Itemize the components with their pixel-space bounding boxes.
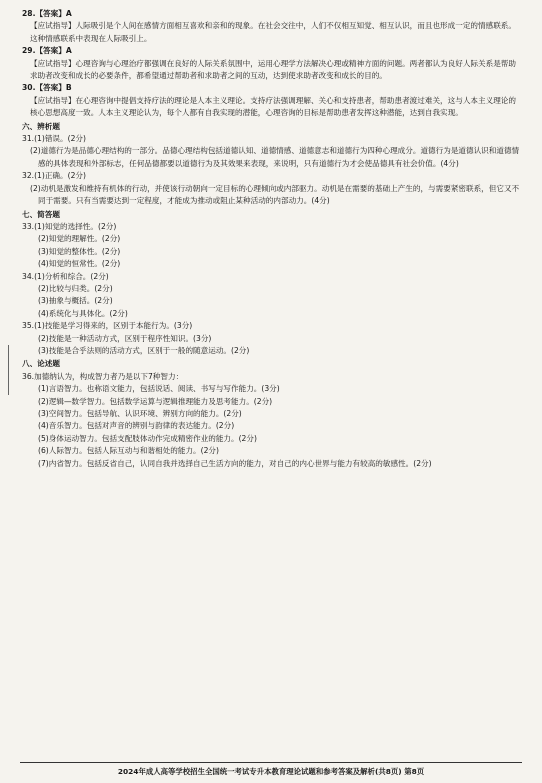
text-q33: 33.(1)知觉的选择性。(2分): [22, 221, 117, 231]
text-q36-2: (2)逻辑—数学智力。包括数学运算与逻辑推理能力及思考能力。(2分): [38, 396, 273, 406]
text-q30-g: 【应试指导】在心理咨询中提倡支持疗法的理论是人本主义理论。支持疗法强调理解、关心和支持患者，帮助患者渡过难关，这与人本主义理论的核心思想高度一致。人本主义理论认为，每个人都有自我实现的潜能，心理咨询的目标是帮助患者发挥这种潜能，达到自我实现。: [30, 95, 516, 118]
text-q34-2: (2)比较与归类。(2分): [38, 283, 113, 293]
text-q32-2: (2)动机是激发和维持有机体的行动，并使该行动朝向一定目标的心理倾向或内部驱力。动机是在需要的基础上产生的，与需要紧密联系，但它又不同于需要。只有当需要达到一定程度，才能成为推动或阻止某种活动的内部动力。(4分): [30, 183, 520, 206]
page-footer: 2024年成人高等学校招生全国统一考试专升本教育理论试题和参考答案及解析(共8页) 第8页: [20, 762, 522, 777]
text-q35: 35.(1)技能是学习得来的，区别于本能行为。(3分): [22, 321, 193, 331]
text-q36-3: (3)空间智力。包括导航、认识环境、辨别方向的能力。(2分): [38, 409, 242, 418]
text-q33-2: (2)知觉的理解性。(2分): [38, 234, 121, 244]
text-q29: 29.【答案】A: [22, 46, 72, 56]
text-q36-5: (5)身体运动智力。包括支配肢体动作完成精密作业的能力。(2分): [38, 433, 257, 443]
answer-content: [22, 8, 522, 470]
text-q35-2: (2)技能是一种活动方式，区别于程序性知识。(3分): [38, 333, 212, 343]
text-q32: 32.(1)正确。(2分): [22, 171, 86, 181]
text-q36-6: (6)人际智力。包括人际互动与和谐相处的能力。(2分): [38, 446, 219, 456]
text-q34-3: (3)抽象与概括。(2分): [38, 296, 113, 306]
text-sec6: 六、辨析题: [22, 121, 60, 131]
text-q36: 36.加德纳认为，构成智力者乃是以下7种智力：: [22, 371, 184, 381]
text-q30: 30.【答案】B: [22, 83, 72, 93]
text-q36-1: (1)言语智力。也称语文能力，包括说话、阅读、书写与写作能力。(3分): [38, 384, 280, 394]
text-q36-4: (4)音乐智力。包括对声音的辨别与韵律的表达能力。(2分): [38, 421, 235, 431]
text-q36-7: (7)内省智力。包括反省自己，认同自我并选择自己生活方向的能力，对自己的内心世界与能力有较高的敏感性。(2分): [38, 458, 432, 468]
text-q28-g: 【应试指导】人际吸引是个人间在感情方面相互喜欢和亲和的现象。在社会交往中，人们不仅相互知觉、相互认识，而且也形成一定的情感联系。这种情感联系中表现在人际吸引上。: [30, 21, 516, 43]
text-q28: 28.【答案】A: [22, 9, 72, 18]
text-sec7: 七、简答题: [22, 209, 60, 219]
margin-mark: [8, 345, 11, 395]
text-q33-4: (4)知觉的恒常性。(2分): [38, 259, 121, 269]
text-q34: 34.(1)分析和综合。(2分): [22, 271, 109, 281]
text-q31-2: (2)道德行为是品德心理结构的一部分。品德心理结构包括道德认知、道德情感、道德意志和道德行为四种心理成分。道德行为是道德认识和道德情感的具体表现和外部标志，任何品德都要以道德行为及其效果来表现，来说明，只有道德行为才会使品德具有社会价值。(4分): [30, 146, 520, 168]
text-q33-3: (3)知觉的整体性。(2分): [38, 246, 121, 256]
text-q34-4: (4)系统化与具体化。(2分): [38, 308, 128, 318]
text-q35-3: (3)技能是合乎法则的活动方式，区别于一般的随意运动。(2分): [38, 345, 250, 355]
text-q29-g: 【应试指导】心理咨询与心理治疗都强调在良好的人际关系氛围中，运用心理学方法解决心理或精神方面的问题。两者都认为良好人际关系是帮助求助者改变和成长的必要条件，都希望通过帮助者和求助者之间的互动，达到使求助者改变和成长的目的。: [30, 58, 516, 81]
text-sec8: 八、论述题: [22, 359, 60, 369]
text-q31: 31.(1)错误。(2分): [22, 134, 86, 144]
